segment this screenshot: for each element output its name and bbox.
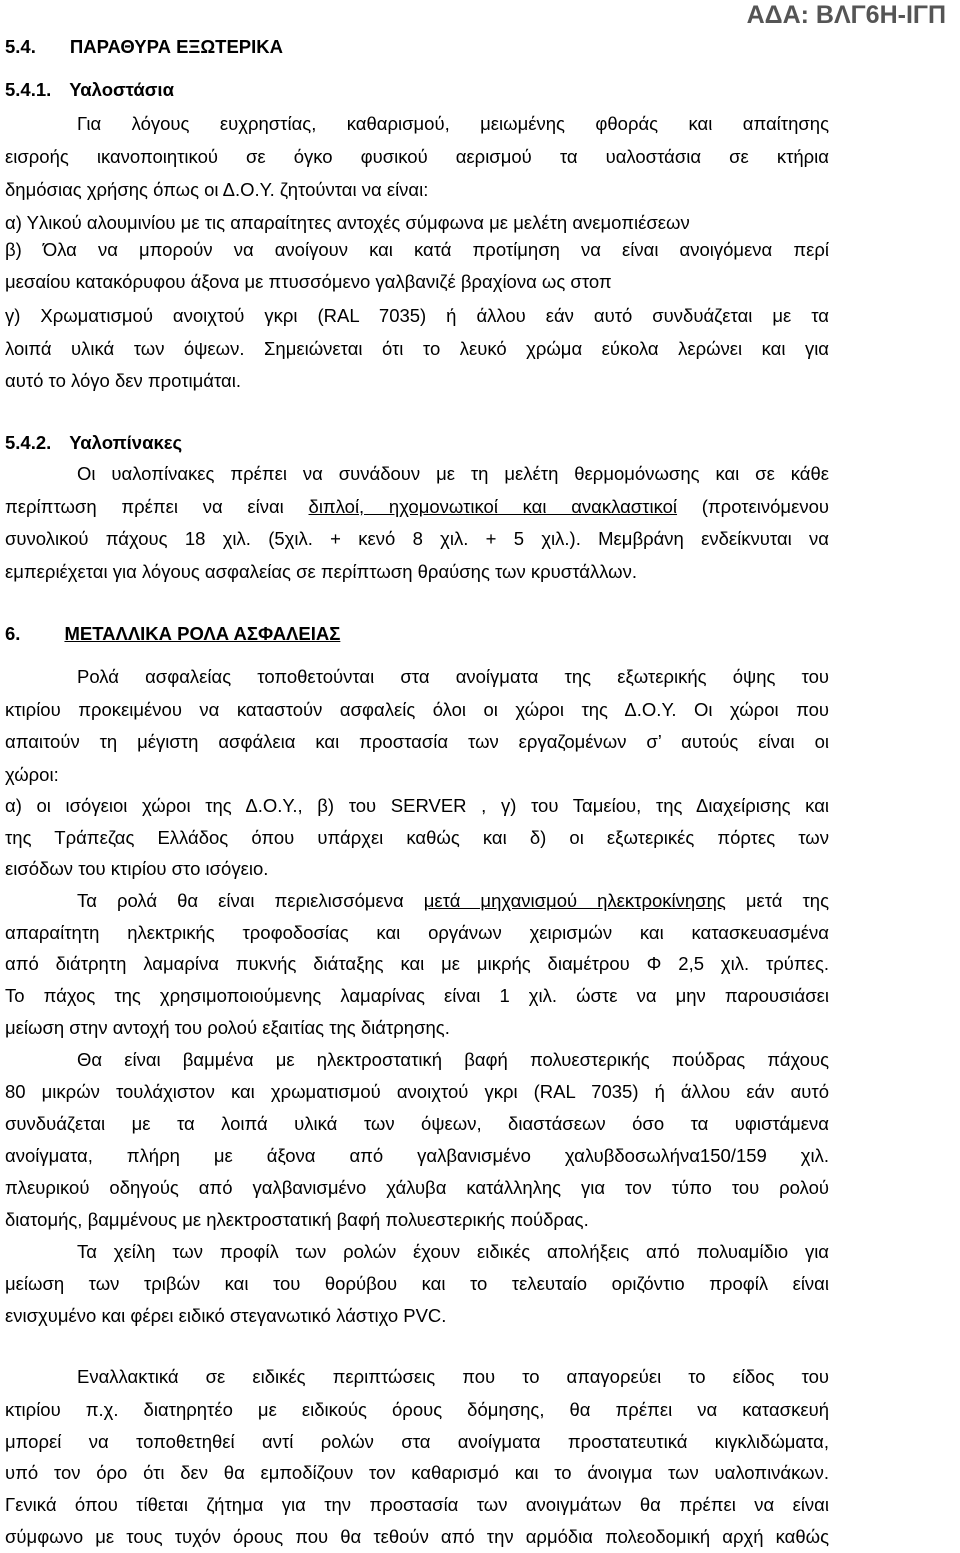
paragraph-line: από διάτρητη λαμαρίνα πυκνής διάταξης και με μικρής διαμέτρου Φ 2,5 χιλ. τρύπες. <box>5 953 829 974</box>
paragraph-line: συνδυάζεται με τα λοιπά υλικά των όψεων, διαστάσεων όσο τα υφιστάμενα <box>5 1113 829 1134</box>
paragraph-line: μείωση των τριβών και του θορύβου και το τελευταίο οριζόντιο προφίλ είναι <box>5 1273 829 1294</box>
paragraph-line: Τα χείλη των προφίλ των ρολών έχουν ειδικές απολήξεις από πολυαμίδιο για <box>77 1241 829 1262</box>
underlined-text: μετά μηχανισμού ηλεκτροκίνησης <box>423 890 726 911</box>
paragraph-line: κτιρίου π.χ. διατηρητέο με ειδικούς όρους δόμησης, θα πρέπει να κατασκευή <box>5 1399 829 1420</box>
ada-header: ΑΔΑ: ΒΛΓ6Η-ΙΓΠ <box>746 1 946 29</box>
paragraph-line: κτιρίου προκειμένου να καταστούν ασφαλείς όλοι οι χώροι της Δ.Ο.Υ. Οι χώροι που <box>5 699 829 720</box>
section-title: ΜΕΤΑΛΛΙΚΑ ΡΟΛΑ ΑΣΦΑΛΕΙΑΣ <box>64 623 341 644</box>
paragraph-line: α) οι ισόγειοι χώροι της Δ.Ο.Υ., β) του SERVER , γ) του Ταμείου, της Διαχείρισης και <box>5 795 829 816</box>
paragraph-line: Θα είναι βαμμένα με ηλεκτροστατική βαφή πολυεστερικής πούδρας πάχους <box>77 1049 829 1070</box>
section-number: 6. <box>5 623 21 644</box>
section-number: 5.4. <box>5 36 36 57</box>
paragraph-line: δημόσιας χρήσης όπως οι Δ.Ο.Υ. ζητούνται να είναι: <box>5 179 429 200</box>
paragraph-line <box>77 890 829 912</box>
list-item: α) Υλικού αλουμινίου με τις απαραίτητες αντοχές σύμφωνα με μελέτη ανεμοπιέσεων <box>5 212 690 233</box>
paragraph-line: απαιτούν τη μέγιστη ασφάλεια και προστασία των εργαζομένων σ’ αυτούς είναι οι <box>5 731 829 752</box>
section-5-4-1-heading <box>5 79 174 101</box>
paragraph-line: λοιπά υλικά των όψεων. Σημειώνεται ότι το λευκό χρώμα εύκολα λερώνει και για <box>5 338 829 359</box>
text-run: (προτεινόμενου <box>677 496 829 517</box>
paragraph-line: αυτό το λόγο δεν προτιμάται. <box>5 370 241 391</box>
paragraph-line: Γενικά όπου τίθεται ζήτημα για την προστασία των ανοιγμάτων θα πρέπει να είναι <box>5 1494 829 1515</box>
paragraph-line: Ρολά ασφαλείας τοποθετούνται στα ανοίγματα της εξωτερικής όψης του <box>77 666 829 687</box>
paragraph-line: εισόδων του κτιρίου στο ισόγειο. <box>5 858 269 879</box>
paragraph-line: εμπεριέχεται για λόγους ασφαλείας σε περίπτωση θραύσης των κρυστάλλων. <box>5 561 637 582</box>
paragraph-line: 80 μικρών τουλάχιστον και χρωματισμού ανοιχτού γκρι (RAL 7035) ή άλλου εάν αυτό <box>5 1081 829 1102</box>
paragraph-line: Εναλλακτικά σε ειδικές περιπτώσεις που το απαγορεύει το είδος του <box>77 1366 829 1387</box>
list-item: μεσαίου κατακόρυφου άξονα με πτυσσόμενο γαλβανιζέ βραχίονα ως στοπ <box>5 271 612 292</box>
paragraph-line: ενισχυμένο και φέρει ειδικό στεγανωτικό λάστιχο PVC. <box>5 1305 447 1326</box>
text-run: περίπτωση πρέπει να είναι <box>5 496 309 517</box>
paragraph-line: συνολικού πάχους 18 χιλ. (5χιλ. + κενό 8 χιλ. + 5 χιλ.). Μεμβράνη ενδείκνυται να <box>5 528 829 549</box>
underlined-text: διπλοί, ηχομονωτικοί και ανακλαστικοί <box>308 496 678 517</box>
text-run: Τα ρολά θα είναι περιελισσόμενα <box>77 890 424 911</box>
paragraph-line: Το πάχος της χρησιμοποιούμενης λαμαρίνας είναι 1 χιλ. ώστε να μην παρουσιάσει <box>5 985 829 1006</box>
paragraph-line: πλευρικού οδηγούς από γαλβανισμένο χάλυβα κατάλληλης για τον τύπο του ρολού <box>5 1177 829 1198</box>
text-run: μετά της <box>725 890 829 911</box>
paragraph-line <box>5 496 829 518</box>
paragraph-line: Οι υαλοπίνακες πρέπει να συνάδουν με τη μελέτη θερμομόνωσης και σε κάθε <box>77 463 829 484</box>
paragraph-line: εισροής ικανοποιητικού σε όγκο φυσικού αερισμού τα υαλοστάσια σε κτήρια <box>5 146 829 167</box>
paragraph-line: χώροι: <box>5 764 59 785</box>
paragraph-line: Για λόγους ευχρηστίας, καθαρισμού, μειωμένης φθοράς και απαίτησης <box>77 113 829 134</box>
paragraph-line: μείωση στην αντοχή του ρολού εξαιτίας της διάτρησης. <box>5 1017 450 1038</box>
paragraph-line: σύμφωνο με τους τυχόν όρους που θα τεθούν από την αρμόδια πολεοδομική αρχή καθώς <box>5 1526 829 1547</box>
list-item: γ) Χρωματισμού ανοιχτού γκρι (RAL 7035) ή άλλου εάν αυτό συνδυάζεται με τα <box>5 305 829 326</box>
section-title: Υαλοστάσια <box>69 79 174 100</box>
section-number: 5.4.2. <box>5 432 52 453</box>
paragraph-line: υπό τον όρο ότι δεν θα εμποδίζουν τον καθαρισμό και το άνοιγμα των υαλοπινάκων. <box>5 1462 829 1483</box>
paragraph-line: ανοίγματα, πλήρη με άξονα από γαλβανισμένο χαλυβδοσωλήνα150/159 χιλ. <box>5 1145 829 1166</box>
section-number: 5.4.1. <box>5 79 52 100</box>
paragraph-line: απαραίτητη ηλεκτρικής τροφοδοσίας και οργάνων χειρισμών και κατασκευασμένα <box>5 922 829 943</box>
section-title: Υαλοπίνακες <box>69 432 183 453</box>
paragraph-line: της Τράπεζας Ελλάδος όπου υπάρχει καθώς και δ) οι εξωτερικές πόρτες των <box>5 827 829 848</box>
section-title: ΠΑΡΑΘΥΡΑ ΕΞΩΤΕΡΙΚΑ <box>69 36 284 57</box>
paragraph-line: μπορεί να τοποθετηθεί αντί ρολών στα ανοίγματα προστατευτικά κιγκλιδώματα, <box>5 1431 829 1452</box>
list-item: β) Όλα να μπορούν να ανοίγουν και κατά προτίμηση να είναι ανοιγόμενα περί <box>5 239 829 260</box>
paragraph-line: διατομής, βαμμένους με ηλεκτροστατική βαφή πολυεστερικής πούδρας. <box>5 1209 589 1230</box>
section-5-4-2-heading <box>5 432 182 454</box>
section-6-heading <box>5 623 340 645</box>
section-5-4-heading <box>5 36 283 58</box>
